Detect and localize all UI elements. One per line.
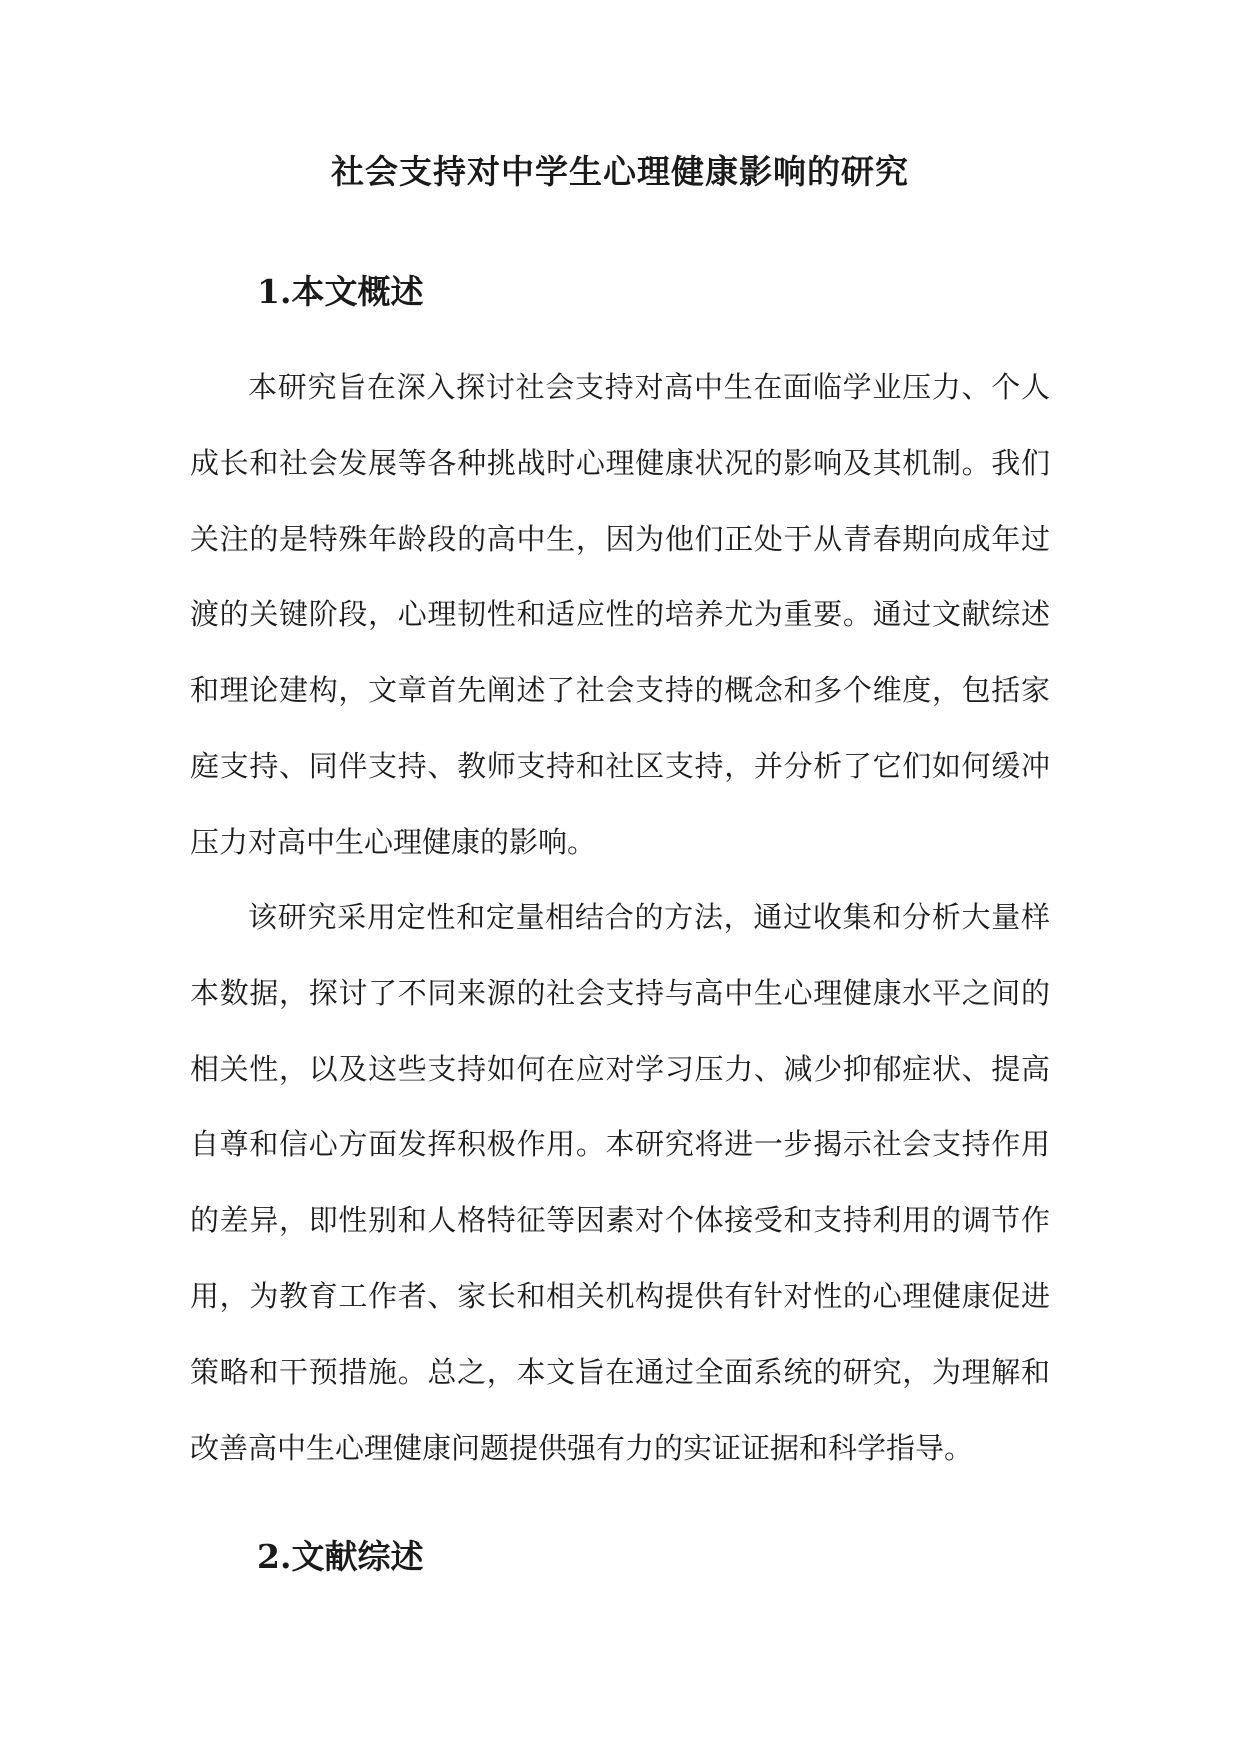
paragraph-overview-2: 该研究采用定性和定量相结合的方法，通过收集和分析大量样本数据，探讨了不同来源的社会支持与高中生心理健康水平之间的相关性，以及这些支持如何在应对学习压力、减少抑郁症状、提高自尊和信心方面发挥积极作用。本研究将进一步揭示社会支持作用的差异，即性别和人格特征等因素对个体接受和支持利用的调节作用，为教育工作者、家长和相关机构提供有针对性的心理健康促进策略和干预措施。总之，本文旨在通过全面系统的研究，为理解和改善高中生心理健康问题提供强有力的实证证据和科学指导。	[190, 900, 1050, 1465]
paragraph-overview-1: 本研究旨在深入探讨社会支持对高中生在面临学业压力、个人成长和社会发展等各种挑战时心理健康状况的影响及其机制。我们关注的是特殊年龄段的高中生，因为他们正处于从青春期向成年过渡的关键阶段，心理韧性和适应性的培养尤为重要。通过文献综述和理论建构，文章首先阐述了社会支持的概念和多个维度，包括家庭支持、同伴支持、教师支持和社区支持，并分析了它们如何缓冲压力对高中生心理健康的影响。	[190, 370, 1050, 859]
section-heading-overview: 1.本文概述	[257, 272, 424, 311]
document-title: 社会支持对中学生心理健康影响的研究	[331, 152, 909, 191]
section-heading-literature-review: 2.文献综述	[257, 1537, 424, 1576]
